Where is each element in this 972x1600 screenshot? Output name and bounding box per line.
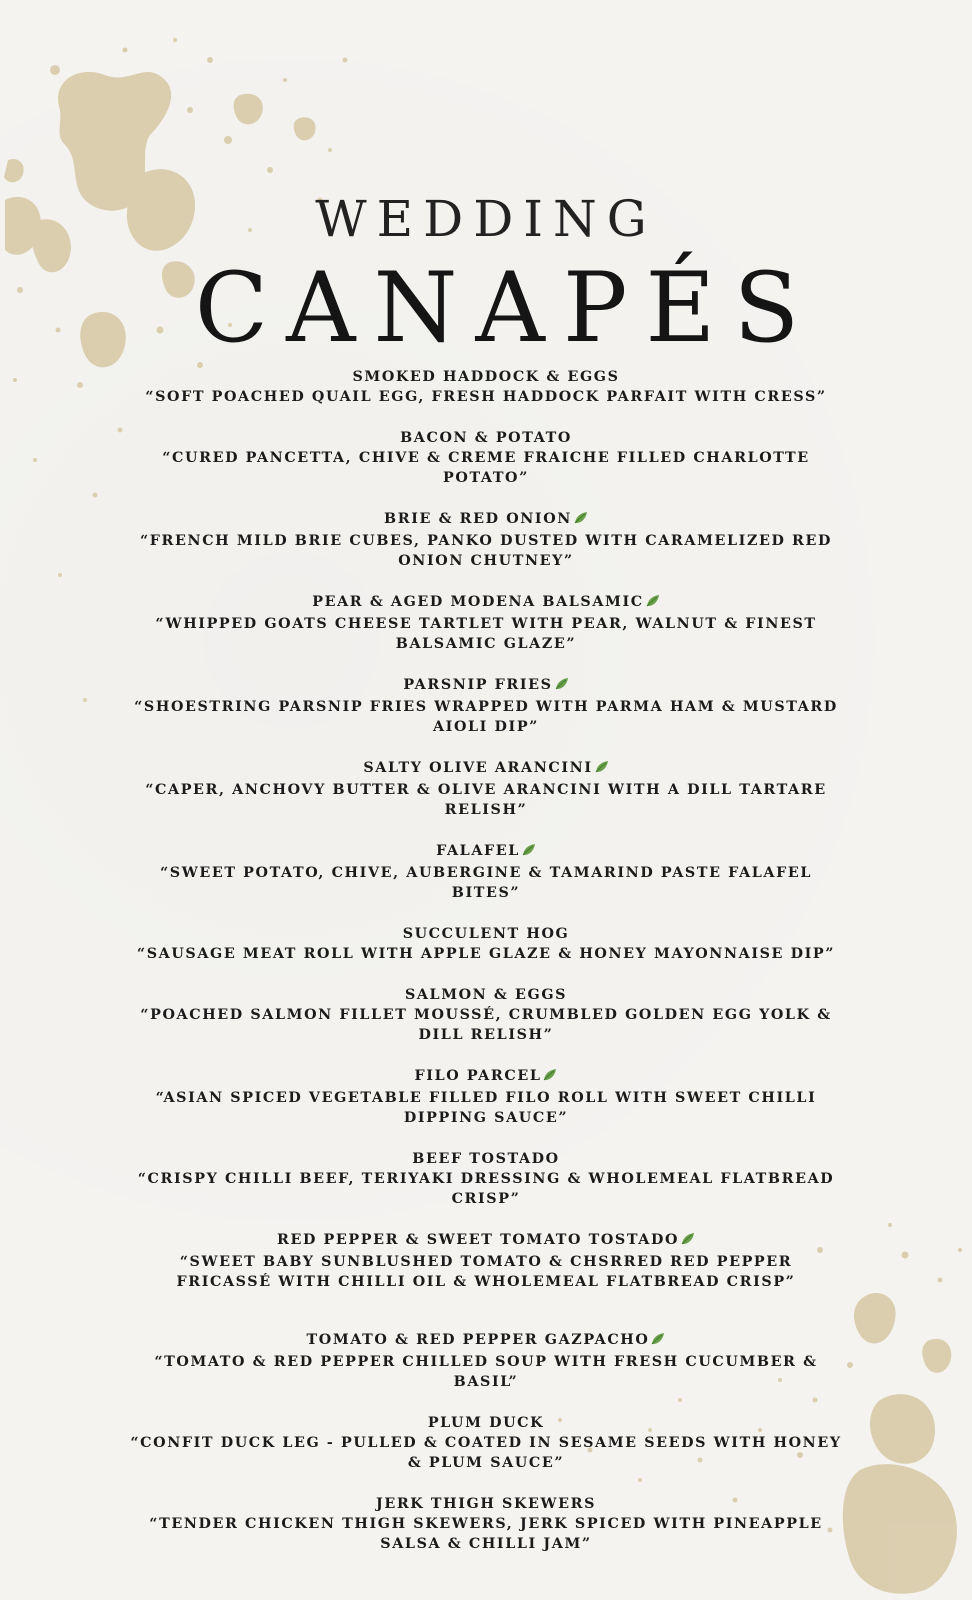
menu-item-name: SALTY OLIVE ARANCINI — [130, 758, 842, 780]
menu-item-name: BEEF TOSTADO — [412, 1151, 560, 1167]
menu-item-description: “SAUSAGE MEAT ROLL WITH APPLE GLAZE & HONEY MAYONNAISE DIP” — [136, 946, 836, 962]
leaf-icon — [542, 1068, 557, 1088]
menu-item-name: SMOKED HADDOCK & EGGS — [352, 369, 620, 385]
menu-item-description: “FRENCH MILD BRIE CUBES, PANKO DUSTED WITH CARAMELIZED RED ONION CHUTNEY” — [139, 533, 833, 569]
leaf-icon — [554, 677, 569, 697]
menu-item-description: “SWEET POTATO, CHIVE, AUBERGINE & TAMARIND PASTE FALAFEL BITES” — [159, 865, 813, 901]
title-wedding: WEDDING — [315, 190, 657, 248]
menu-item-name: SUCCULENT HOG — [402, 926, 570, 942]
title-canapes: CANAPÉS — [194, 252, 818, 364]
menu-item — [130, 1149, 842, 1209]
menu-item-description: “SWEET BABY SUNBLUSHED TOMATO & CHSRRED RED PEPPER FRICASSÉ WITH CHILLI OIL & WHOLEMEAL FLATBREAD CRISP” — [176, 1254, 796, 1290]
menu-item-description: “TENDER CHICKEN THIGH SKEWERS, JERK SPICED WITH PINEAPPLE SALSA & CHILLI JAM” — [149, 1516, 823, 1552]
menu-item — [130, 924, 842, 964]
menu-item — [130, 1330, 842, 1392]
menu-item-name: JERK THIGH SKEWERS — [375, 1496, 597, 1512]
menu-item — [130, 1066, 842, 1128]
menu-item-name: BRIE & RED ONION — [130, 509, 842, 531]
menu-item — [130, 1494, 842, 1554]
menu-item — [130, 1413, 842, 1473]
menu-item — [130, 758, 842, 820]
menu-item-name: FALAFEL — [130, 841, 842, 863]
menu-item — [130, 509, 842, 571]
menu-item-name: RED PEPPER & SWEET TOMATO TOSTADO — [130, 1230, 842, 1252]
leaf-icon — [650, 1332, 665, 1352]
menu-item-name: FILO PARCEL — [130, 1066, 842, 1088]
leaf-icon — [521, 843, 536, 863]
menu-item — [130, 985, 842, 1045]
menu-item — [130, 841, 842, 903]
menu-item-description: “ASIAN SPICED VEGETABLE FILLED FILO ROLL WITH SWEET CHILLI DIPPING SAUCE” — [155, 1090, 817, 1126]
menu-item-description: “CRISPY CHILLI BEEF, TERIYAKI DRESSING & WHOLEMEAL FLATBREAD CRISP” — [137, 1171, 835, 1207]
menu-item-description: “SHOESTRING PARSNIP FRIES WRAPPED WITH PARMA HAM & MUSTARD AIOLI DIP” — [134, 699, 838, 735]
menu-item-description: “CAPER, ANCHOVY BUTTER & OLIVE ARANCINI WITH A DILL TARTARE RELISH” — [145, 782, 827, 818]
menu-item — [130, 592, 842, 654]
leaf-icon — [594, 760, 609, 780]
menu-item-description: “SOFT POACHED QUAIL EGG, FRESH HADDOCK PARFAIT WITH CRESS” — [145, 389, 827, 405]
canape-menu-list — [130, 367, 842, 1575]
leaf-icon — [680, 1232, 695, 1252]
leaf-icon — [645, 594, 660, 614]
menu-item — [130, 428, 842, 488]
menu-item-name: BACON & POTATO — [400, 430, 572, 446]
menu-item-name: PARSNIP FRIES — [130, 675, 842, 697]
menu-item — [130, 675, 842, 737]
menu-item — [130, 367, 842, 407]
menu-item-description: “WHIPPED GOATS CHEESE TARTLET WITH PEAR, WALNUT & FINEST BALSAMIC GLAZE” — [155, 616, 817, 652]
menu-item-name: PLUM DUCK — [427, 1415, 545, 1431]
menu-item-name: PEAR & AGED MODENA BALSAMIC — [130, 592, 842, 614]
menu-item-description: “POACHED SALMON FILLET MOUSSÉ, CRUMBLED GOLDEN EGG YOLK & DILL RELISH” — [140, 1007, 832, 1043]
menu-item — [130, 1230, 842, 1292]
leaf-icon — [573, 511, 588, 531]
menu-item-description: “TOMATO & RED PEPPER CHILLED SOUP WITH FRESH CUCUMBER & BASIL” — [154, 1354, 818, 1390]
menu-item-description: “CONFIT DUCK LEG - PULLED & COATED IN SESAME SEEDS WITH HONEY & PLUM SAUCE” — [130, 1435, 842, 1471]
menu-item-description: “CURED PANCETTA, CHIVE & CREME FRAICHE FILLED CHARLOTTE POTATO” — [162, 450, 810, 486]
menu-item-name: SALMON & EGGS — [404, 987, 568, 1003]
menu-item-name: TOMATO & RED PEPPER GAZPACHO — [130, 1330, 842, 1352]
